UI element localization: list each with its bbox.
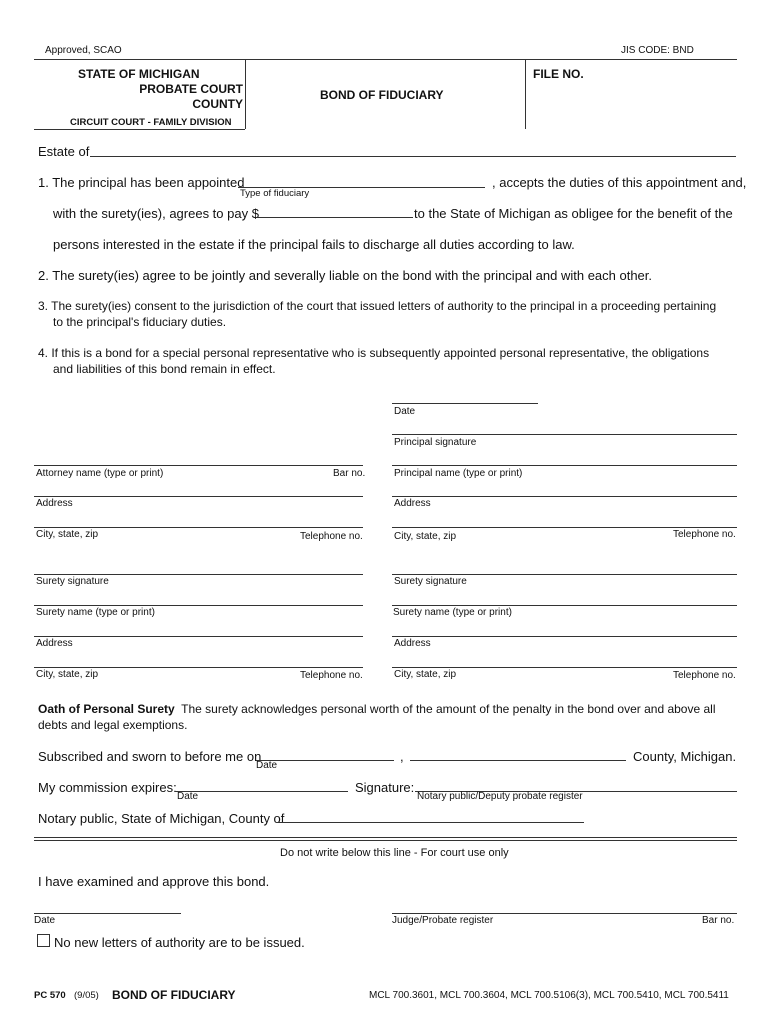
principal-address-field[interactable] [392, 496, 737, 497]
sworn-comma: , [400, 749, 404, 764]
surety2-name-caption: Surety name (type or print) [393, 607, 512, 618]
principal-name-caption: Principal name (type or print) [394, 468, 523, 479]
surety1-name-field[interactable] [34, 605, 363, 606]
attorney-name-caption: Attorney name (type or print) [36, 468, 164, 479]
type-of-fiduciary-caption: Type of fiduciary [240, 188, 310, 199]
file-no-label: FILE NO. [533, 67, 584, 81]
attorney-telephone-caption: Telephone no. [300, 531, 363, 542]
item1-lead: 1. The principal has been appointed [38, 175, 245, 190]
principal-telephone-caption: Telephone no. [673, 529, 736, 540]
header-bottom-rule [34, 129, 245, 130]
surety2-address-caption: Address [394, 638, 431, 649]
item1-accepts: , accepts the duties of this appointment and, [492, 175, 747, 190]
no-new-letters-checkbox[interactable] [37, 934, 50, 947]
item1-surety-pay: with the surety(ies), agrees to pay $ [53, 206, 259, 221]
subscribed-label: Subscribed and sworn to before me on [38, 749, 262, 764]
oath-text1: The surety acknowledges personal worth of the amount of the penalty in the bond over and above all [181, 702, 716, 716]
item3-text-line2: to the principal's fiduciary duties. [53, 315, 227, 329]
footer-title: BOND OF FIDUCIARY [112, 988, 236, 1002]
state-of-michigan: STATE OF MICHIGAN [78, 67, 200, 81]
county-michigan-label: County, Michigan. [633, 749, 737, 764]
date-caption: Date [394, 406, 416, 417]
no-new-letters-label: No new letters of authority are to be issued. [54, 935, 305, 950]
surety2-city-field[interactable] [392, 667, 737, 668]
principal-city-caption: City, state, zip [394, 531, 457, 542]
judge-caption: Judge/Probate register [392, 915, 494, 926]
court-date-field[interactable] [34, 913, 181, 914]
notary-caption: Notary public/Deputy probate register [417, 791, 583, 802]
header-top-rule [34, 59, 737, 60]
commission-expires-field[interactable] [175, 791, 348, 792]
attorney-address-field[interactable] [34, 496, 363, 497]
principal-signature-field[interactable] [392, 434, 737, 435]
notary-county-field[interactable] [278, 822, 584, 823]
attorney-city-field[interactable] [34, 527, 363, 528]
item4-text-line2: and liabilities of this bond remain in effect. [53, 362, 276, 376]
commission-date-caption: Date [177, 791, 199, 802]
attorney-bar-no-caption: Bar no. [333, 468, 366, 479]
notary-public-county-label: Notary public, State of Michigan, County of [38, 811, 285, 826]
judge-signature-field[interactable] [392, 913, 737, 914]
court-use-rule-2 [34, 840, 737, 841]
mcl-references: MCL 700.3601, MCL 700.3604, MCL 700.5106(3), MCL 700.5410, MCL 700.5411 [369, 990, 729, 1001]
surety2-city-caption: City, state, zip [394, 669, 457, 680]
attorney-name-field[interactable] [34, 465, 363, 466]
bond-amount-field[interactable] [256, 217, 413, 218]
surety2-telephone-caption: Telephone no. [673, 670, 736, 681]
header-divider-right [525, 59, 526, 129]
surety1-telephone-caption: Telephone no. [300, 670, 363, 681]
court-date-caption: Date [34, 915, 56, 926]
court-use-notice: Do not write below this line - For court use only [280, 847, 509, 859]
form-title: BOND OF FIDUCIARY [320, 88, 444, 102]
principal-name-field[interactable] [392, 465, 737, 466]
jis-code: JIS CODE: BND [621, 45, 694, 56]
principal-signature-caption: Principal signature [394, 437, 477, 448]
form-number: PC 570 [34, 990, 66, 1001]
surety2-signature-caption: Surety signature [394, 576, 467, 587]
estate-of-label: Estate of [38, 144, 90, 159]
approved-scao: Approved, SCAO [45, 45, 122, 56]
oath-text-line2: debts and legal exemptions. [38, 718, 188, 732]
principal-address-caption: Address [394, 498, 431, 509]
oath-heading: Oath of Personal Surety [38, 702, 175, 716]
surety1-address-field[interactable] [34, 636, 363, 637]
attorney-city-caption: City, state, zip [36, 529, 99, 540]
sworn-date-caption: Date [256, 760, 278, 771]
county-label: COUNTY [192, 97, 243, 111]
oath-text-line1 [38, 702, 716, 716]
attorney-address-caption: Address [36, 498, 73, 509]
header-divider-left [245, 59, 246, 129]
notary-signature-label: Signature: [355, 780, 415, 795]
surety1-signature-caption: Surety signature [36, 576, 109, 587]
commission-expires-label: My commission expires: [38, 780, 177, 795]
date-field[interactable] [392, 403, 538, 404]
surety1-city-caption: City, state, zip [36, 669, 99, 680]
item3-text-line1: 3. The surety(ies) consent to the jurisdiction of the court that issued letters of authority to the principal in a proceeding pertaining [38, 299, 717, 313]
surety1-city-field[interactable] [34, 667, 363, 668]
surety1-signature-field[interactable] [34, 574, 363, 575]
principal-city-field[interactable] [392, 527, 737, 528]
item1-obligee: to the State of Michigan as obligee for the benefit of the [414, 206, 733, 221]
probate-court: PROBATE COURT [139, 82, 243, 96]
surety1-address-caption: Address [36, 638, 73, 649]
surety2-address-field[interactable] [392, 636, 737, 637]
item1-persons: persons interested in the estate if the principal fails to discharge all duties according to law. [53, 237, 575, 252]
item2-text: 2. The surety(ies) agree to be jointly and severally liable on the bond with the principal and with each other. [38, 268, 653, 283]
circuit-court-family-division: CIRCUIT COURT - FAMILY DIVISION [70, 117, 232, 128]
court-use-rule-1 [34, 837, 737, 838]
judge-bar-no-caption: Bar no. [702, 915, 735, 926]
surety2-name-field[interactable] [392, 605, 737, 606]
item4-text-line1: 4. If this is a bond for a special personal representative who is subsequently appointed personal representative, the obligations [38, 346, 710, 360]
surety2-signature-field[interactable] [392, 574, 737, 575]
estate-of-field[interactable] [90, 156, 736, 157]
sworn-county-field[interactable] [410, 760, 626, 761]
surety1-name-caption: Surety name (type or print) [36, 607, 155, 618]
form-revision: (9/05) [74, 990, 99, 1001]
examined-approve-text: I have examined and approve this bond. [38, 874, 270, 889]
